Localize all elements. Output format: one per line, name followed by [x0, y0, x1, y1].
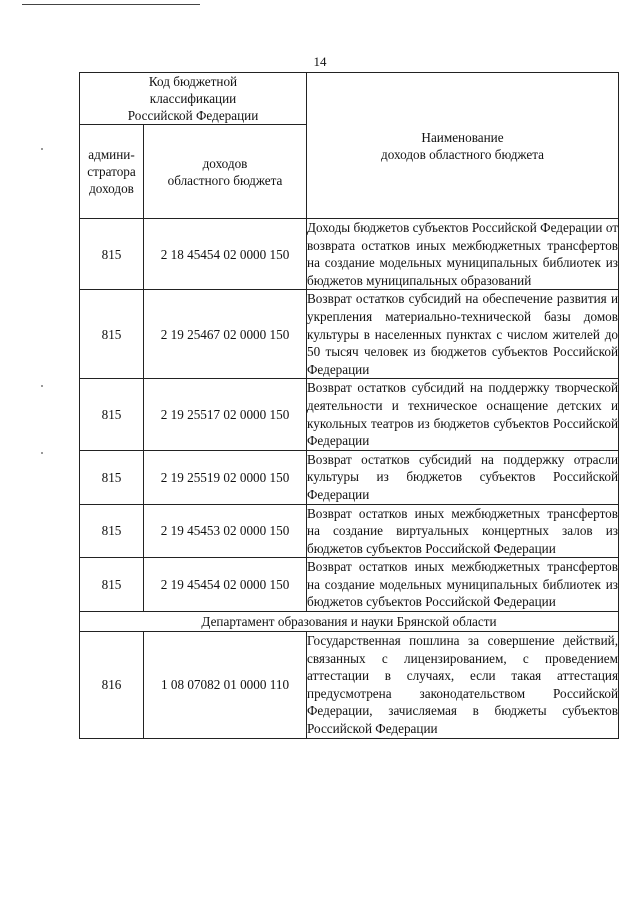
income-name-cell: Возврат остатков иных межбюджетных трансфертов на создание модельных муниципальных библиотек из бюджетов субъектов Российской Федерации: [307, 558, 619, 612]
income-code-cell: 2 19 25517 02 0000 150: [144, 379, 307, 450]
income-name-cell: Возврат остатков субсидий на поддержку отрасли культуры из бюджетов субъектов Российской Федерации: [307, 450, 619, 504]
income-name-cell: Государственная пошлина за совершение действий, связанных с лицензированием, с проведением аттестации в случаях, если такая аттестация предусмотрена законодательством Российской Федерации, зачисляемая в бюджеты субъектов Российской Федерации: [307, 632, 619, 739]
admin-code-cell: 815: [80, 558, 144, 612]
income-code-cell: 2 18 45454 02 0000 150: [144, 219, 307, 290]
header-code-group: [80, 73, 307, 125]
scan-mark: [41, 148, 43, 150]
admin-code-cell: 815: [80, 504, 144, 558]
header-name-line: Наименование: [421, 129, 504, 145]
income-name-cell: Возврат остатков иных межбюджетных трансфертов на создание виртуальных концертных залов из бюджетов субъектов Российской Федерации: [307, 504, 619, 558]
income-code-cell: 2 19 25467 02 0000 150: [144, 290, 307, 379]
admin-code-cell: 816: [80, 632, 144, 739]
header-income-line: доходов: [202, 155, 248, 171]
header-row-top: [80, 73, 619, 125]
table-row: [80, 558, 619, 612]
table-row: [80, 290, 619, 379]
income-name-cell: Возврат остатков субсидий на обеспечение развития и укрепления материально-технической базы домов культуры в населенных пунктах с числом жителей до 50 тысяч человек из бюджетов субъектов Российской Федерации: [307, 290, 619, 379]
admin-code-cell: 815: [80, 450, 144, 504]
admin-code-cell: 815: [80, 290, 144, 379]
table-row: [80, 379, 619, 450]
table-row: [80, 219, 619, 290]
scan-mark: [41, 452, 43, 454]
header-administrator: [80, 125, 144, 219]
header-income-name: [307, 73, 619, 219]
header-code-line: Код бюджетной: [148, 74, 238, 89]
table-row: [80, 504, 619, 558]
income-name-cell: Возврат остатков субсидий на поддержку творческой деятельности и техническое оснащение детских и кукольных театров из бюджетов субъектов Российской Федерации: [307, 379, 619, 450]
table-row: [80, 450, 619, 504]
income-code-cell: 2 19 45454 02 0000 150: [144, 558, 307, 612]
scan-mark: [41, 385, 43, 387]
income-code-cell: 2 19 25519 02 0000 150: [144, 450, 307, 504]
header-admin-line: доходов: [89, 181, 134, 196]
section-row: [80, 612, 619, 632]
header-admin-line: стратора: [87, 164, 136, 179]
income-code-cell: 1 08 07082 01 0000 110: [144, 632, 307, 739]
income-code-cell: 2 19 45453 02 0000 150: [144, 504, 307, 558]
page-number: 14: [313, 54, 327, 69]
admin-code-cell: 815: [80, 219, 144, 290]
header-admin-line: админи-: [88, 147, 135, 162]
header-income-code: [144, 125, 307, 219]
header-code-line: Российской Федерации: [127, 108, 259, 123]
table-row: [80, 632, 619, 739]
admin-code-cell: 815: [80, 379, 144, 450]
header-code-line: классификации: [149, 91, 237, 106]
top-rule: [22, 4, 200, 5]
budget-classification-table: [79, 72, 619, 739]
income-name-cell: Доходы бюджетов субъектов Российской Федерации от возврата остатков иных межбюджетных трансфертов на создание модельных муниципальных библиотек из бюджетов муниципальных образований: [307, 219, 619, 290]
section-title: Департамент образования и науки Брянской области: [80, 612, 619, 632]
header-name-line: доходов областного бюджета: [381, 146, 544, 162]
header-income-line: областного бюджета: [167, 172, 283, 188]
